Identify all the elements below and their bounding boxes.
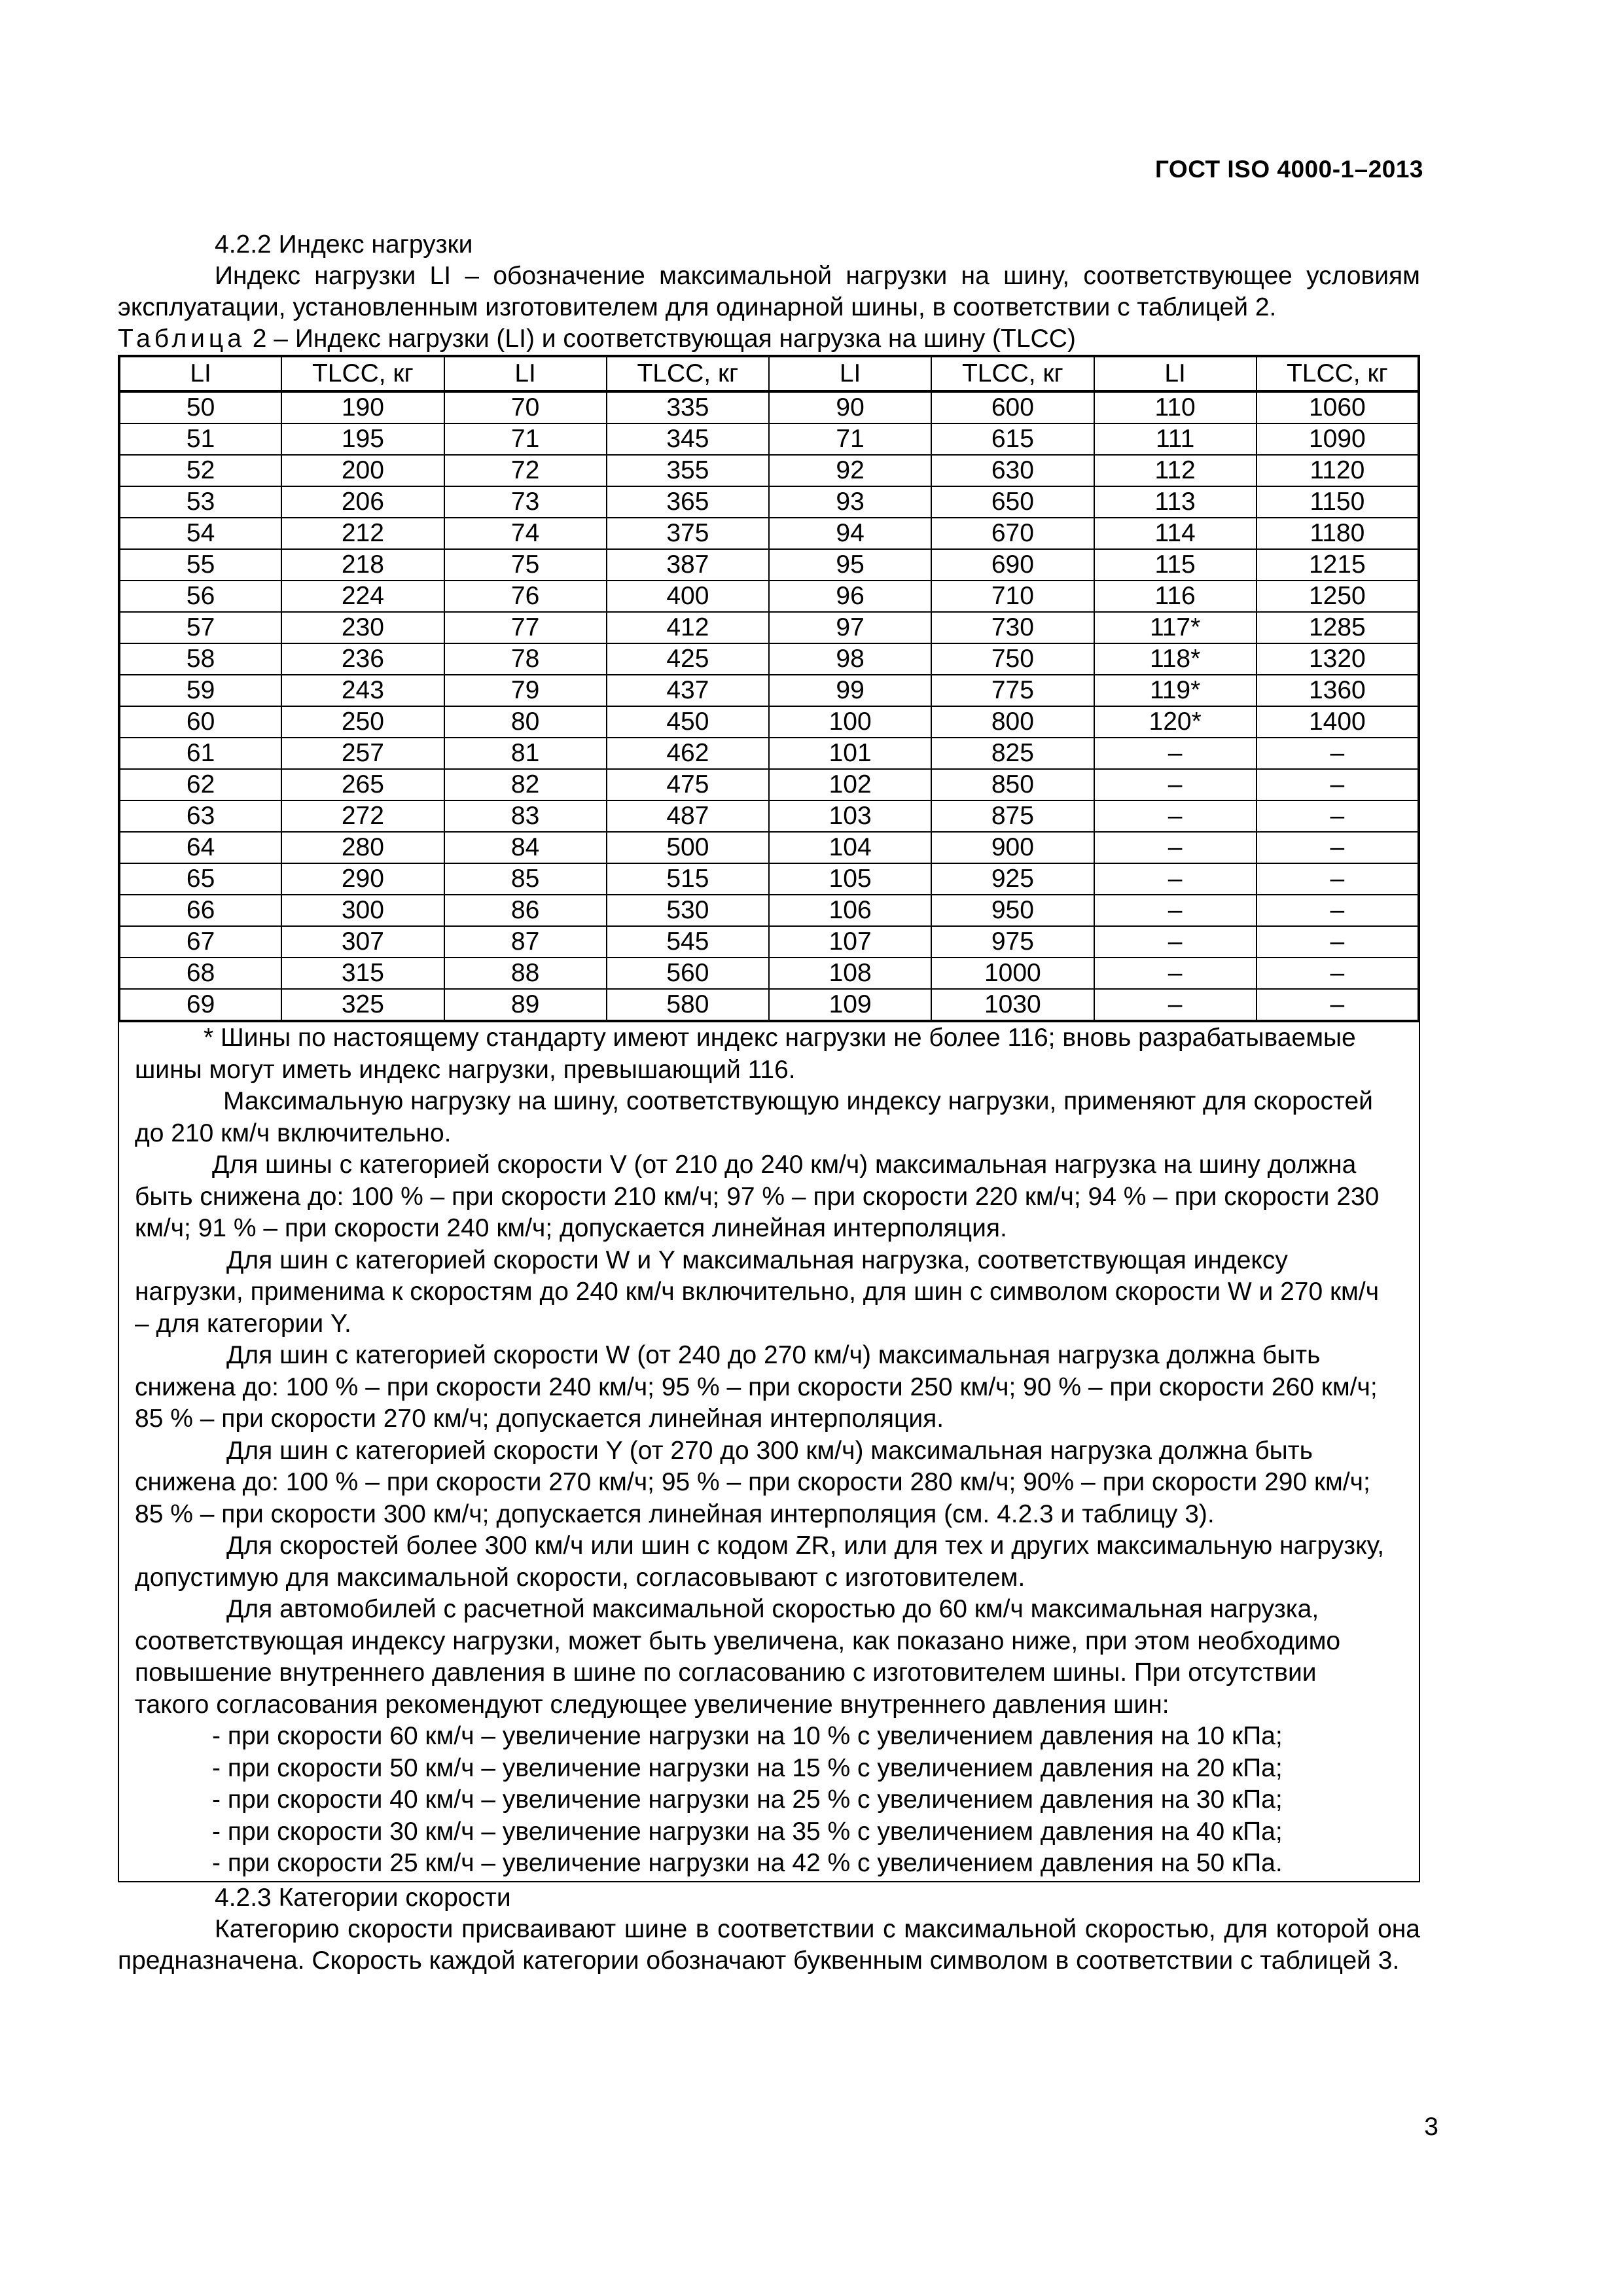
table-cell: 900 [931, 832, 1094, 863]
table-cell: 101 [769, 738, 931, 769]
column-header: LI [119, 356, 281, 391]
note-paragraph: Для шины с категорией скорости V (от 210 до 240 км/ч) максимальная нагрузка на шину должна быть снижена до: 100 % – при скорости 210 км/ч; 97 % – при скорости 220 км/ч; 94 % – при скорости 230 км/ч; 91 % – при скорости 240 км/ч; допускается линейная интерполяция. [135, 1151, 1380, 1242]
table-cell: 580 [607, 989, 769, 1021]
table-cell: 500 [607, 832, 769, 863]
table-cell: 800 [931, 706, 1094, 738]
table-cell: 925 [931, 863, 1094, 895]
load-index-table [118, 355, 1420, 1022]
table-cell: 475 [607, 769, 769, 800]
table-cell: 670 [931, 518, 1094, 549]
section-heading-4-2-2: 4.2.2 Индекс нагрузки [215, 230, 473, 259]
table-cell: 65 [119, 863, 281, 895]
table-cell: 236 [281, 643, 444, 675]
table-cell: 69 [119, 989, 281, 1021]
table-cell: 345 [607, 423, 769, 455]
table-cell: 86 [444, 895, 607, 926]
table-cell: 61 [119, 738, 281, 769]
table-cell: – [1257, 926, 1419, 958]
table-cell: 1360 [1257, 675, 1419, 706]
note-paragraph: Для скоростей более 300 км/ч или шин с кодом ZR, или для тех и других максимальную нагрузку, допустимую для максимальной скорости, согласовывают с изготовителем. [135, 1532, 1385, 1592]
table-cell: 1285 [1257, 612, 1419, 643]
table-cell: 1150 [1257, 486, 1419, 518]
table-cell: 487 [607, 800, 769, 832]
table-cell: 74 [444, 518, 607, 549]
table-cell: 690 [931, 549, 1094, 581]
table-row [119, 832, 1419, 863]
table-cell: 1400 [1257, 706, 1419, 738]
table-cell: 307 [281, 926, 444, 958]
table-cell: – [1094, 769, 1257, 800]
table-cell: 66 [119, 895, 281, 926]
table-row [119, 643, 1419, 675]
table-cell: 412 [607, 612, 769, 643]
table-cell: 730 [931, 612, 1094, 643]
table-cell: 120* [1094, 706, 1257, 738]
table-cell: 111 [1094, 423, 1257, 455]
table-cell: 560 [607, 958, 769, 989]
table-cell: 107 [769, 926, 931, 958]
table-cell: 218 [281, 549, 444, 581]
section-heading-4-2-3: 4.2.3 Категории скорости [215, 1883, 511, 1912]
table-cell: 73 [444, 486, 607, 518]
column-header: TLCC, кг [931, 356, 1094, 391]
table-cell: 58 [119, 643, 281, 675]
list-item: - при скорости 25 км/ч – увеличение нагрузки на 42 % с увеличением давления на 50 кПа. [212, 1849, 1283, 1877]
table-row [119, 769, 1419, 800]
page-content [118, 229, 1420, 1977]
table-cell: 365 [607, 486, 769, 518]
table-header-row [119, 356, 1419, 391]
table-row [119, 612, 1419, 643]
table-cell: 57 [119, 612, 281, 643]
list-item: - при скорости 60 км/ч – увеличение нагрузки на 10 % с увеличением давления на 10 кПа; [212, 1722, 1283, 1750]
table-row [119, 926, 1419, 958]
table-cell: 325 [281, 989, 444, 1021]
table-cell: 117* [1094, 612, 1257, 643]
page-number: 3 [1424, 2113, 1438, 2141]
table-row [119, 391, 1419, 423]
list-item: - при скорости 40 км/ч – увеличение нагрузки на 25 % с увеличением давления на 30 кПа; [212, 1785, 1283, 1814]
column-header: LI [1094, 356, 1257, 391]
table-cell: 60 [119, 706, 281, 738]
table-row [119, 895, 1419, 926]
table-cell: 88 [444, 958, 607, 989]
table-cell: 243 [281, 675, 444, 706]
table-cell: 83 [444, 800, 607, 832]
table-cell: 1320 [1257, 643, 1419, 675]
table-cell: 106 [769, 895, 931, 926]
column-header: TLCC, кг [1257, 356, 1419, 391]
table-cell: 650 [931, 486, 1094, 518]
table-cell: 190 [281, 391, 444, 423]
document-code: ГОСТ ISO 4000-1–2013 [1154, 156, 1423, 183]
table-cell: – [1094, 832, 1257, 863]
table-cell: 462 [607, 738, 769, 769]
table-cell: 78 [444, 643, 607, 675]
table-cell: 1250 [1257, 581, 1419, 612]
table-cell: 105 [769, 863, 931, 895]
table-cell: 355 [607, 455, 769, 486]
table-cell: 615 [931, 423, 1094, 455]
table-cell: 79 [444, 675, 607, 706]
table-row [119, 423, 1419, 455]
table-cell: 64 [119, 832, 281, 863]
table-cell: 250 [281, 706, 444, 738]
table-cell: 53 [119, 486, 281, 518]
table-cell: 99 [769, 675, 931, 706]
table-cell: 102 [769, 769, 931, 800]
table-cell: 109 [769, 989, 931, 1021]
section-4-2-2-paragraph: Индекс нагрузки LI – обозначение максимальной нагрузки на шину, соответствующее условиям эксплуатации, установленным изготовителем для одинарной шины, в соответствии с таблицей 2. [118, 262, 1420, 321]
table-cell: 108 [769, 958, 931, 989]
table-cell: – [1094, 926, 1257, 958]
table-cell: 89 [444, 989, 607, 1021]
table-cell: 71 [444, 423, 607, 455]
table-cell: 82 [444, 769, 607, 800]
table-row [119, 518, 1419, 549]
table-cell: 387 [607, 549, 769, 581]
table-cell: 93 [769, 486, 931, 518]
note-paragraph: Максимальную нагрузку на шину, соответствующую индексу нагрузки, применяют для скоростей до 210 км/ч включительно. [135, 1087, 1373, 1147]
table-cell: – [1094, 863, 1257, 895]
table-cell: 94 [769, 518, 931, 549]
table-body [119, 391, 1419, 1021]
table-cell: 52 [119, 455, 281, 486]
table-cell: 1120 [1257, 455, 1419, 486]
table-cell: 98 [769, 643, 931, 675]
table-cell: 875 [931, 800, 1094, 832]
table-cell: 118* [1094, 643, 1257, 675]
table-row [119, 455, 1419, 486]
table-cell: – [1257, 800, 1419, 832]
table-cell: 280 [281, 832, 444, 863]
table-cell: 70 [444, 391, 607, 423]
table-cell: 87 [444, 926, 607, 958]
table-row [119, 581, 1419, 612]
table-cell: 104 [769, 832, 931, 863]
table-cell: 119* [1094, 675, 1257, 706]
column-header: LI [769, 356, 931, 391]
table-cell: 80 [444, 706, 607, 738]
table-cell: 92 [769, 455, 931, 486]
table-cell: 110 [1094, 391, 1257, 423]
table-cell: 206 [281, 486, 444, 518]
table-cell: 1060 [1257, 391, 1419, 423]
note-paragraph: Для шин с категорией скорости Y (от 270 до 300 км/ч) максимальная нагрузка должна быть снижена до: 100 % – при скорости 270 км/ч; 95 % – при скорости 280 км/ч; 90% – при скорости 290 км/ч; 85 % – при скорости 300 км/ч; допускается линейная интерполяция (см. 4.2.3 и таблицу 3). [135, 1436, 1370, 1528]
table-cell: 530 [607, 895, 769, 926]
table-cell: 300 [281, 895, 444, 926]
table-cell: 975 [931, 926, 1094, 958]
table-row [119, 738, 1419, 769]
note-paragraph: Для шин с категорией скорости W (от 240 до 270 км/ч) максимальная нагрузка должна быть снижена до: 100 % – при скорости 240 км/ч; 95 % – при скорости 250 км/ч; 90 % – при скорости 260 км/ч; 85 % – при скорости 270 км/ч; допускается линейная интерполяция. [135, 1341, 1378, 1433]
table-cell: 230 [281, 612, 444, 643]
table-cell: 212 [281, 518, 444, 549]
table-cell: – [1257, 738, 1419, 769]
table-caption [118, 323, 1420, 355]
table-cell: – [1094, 989, 1257, 1021]
table-caption-text: 2 – Индекс нагрузки (LI) и соответствующая нагрузка на шину (TLCC) [252, 325, 1076, 353]
list-item: - при скорости 50 км/ч – увеличение нагрузки на 15 % с увеличением давления на 20 кПа; [212, 1753, 1283, 1782]
section-4-2-3-paragraph: Категорию скорости присваивают шине в соответствии с максимальной скоростью, для которой она предназначена. Скорость каждой категории обозначают буквенным символом в соответствии с таблицей 3. [118, 1914, 1420, 1975]
table-cell: 437 [607, 675, 769, 706]
table-cell: 71 [769, 423, 931, 455]
table-cell: 400 [607, 581, 769, 612]
table-cell: 1030 [931, 989, 1094, 1021]
table-cell: 90 [769, 391, 931, 423]
note-paragraph: Для автомобилей с расчетной максимальной скоростью до 60 км/ч максимальная нагрузка, соответствующая индексу нагрузки, может быть увеличена, как показано ниже, при этом необходимо повышение внутреннего давления в шине по согласованию с изготовителем шины. При отсутствии такого согласования рекомендуют следующее увеличение внутреннего давления шин: [135, 1595, 1341, 1719]
table-cell: 825 [931, 738, 1094, 769]
table-row [119, 989, 1419, 1021]
table-cell: 76 [444, 581, 607, 612]
table-row [119, 549, 1419, 581]
table-cell: 515 [607, 863, 769, 895]
table-cell: 97 [769, 612, 931, 643]
table-cell: 96 [769, 581, 931, 612]
table-cell: – [1094, 800, 1257, 832]
table-cell: – [1257, 863, 1419, 895]
table-cell: 200 [281, 455, 444, 486]
table-cell: 50 [119, 391, 281, 423]
table-row [119, 800, 1419, 832]
table-cell: – [1257, 832, 1419, 863]
table-cell: 112 [1094, 455, 1257, 486]
table-cell: 425 [607, 643, 769, 675]
table-cell: 375 [607, 518, 769, 549]
table-cell: 51 [119, 423, 281, 455]
list-item: - при скорости 30 км/ч – увеличение нагрузки на 35 % с увеличением давления на 40 кПа; [212, 1817, 1283, 1846]
table-cell: 75 [444, 549, 607, 581]
table-cell: 68 [119, 958, 281, 989]
table-cell: 545 [607, 926, 769, 958]
table-row [119, 706, 1419, 738]
table-cell: 103 [769, 800, 931, 832]
table-cell: 77 [444, 612, 607, 643]
table-cell: 600 [931, 391, 1094, 423]
table-cell: 265 [281, 769, 444, 800]
table-cell: 335 [607, 391, 769, 423]
table-row [119, 486, 1419, 518]
table-cell: 113 [1094, 486, 1257, 518]
table-row [119, 958, 1419, 989]
table-cell: 950 [931, 895, 1094, 926]
column-header: TLCC, кг [281, 356, 444, 391]
table-cell: 775 [931, 675, 1094, 706]
table-cell: 1090 [1257, 423, 1419, 455]
table-caption-word: Таблица [118, 325, 245, 353]
table-cell: 195 [281, 423, 444, 455]
table-cell: 1215 [1257, 549, 1419, 581]
table-notes [118, 1022, 1420, 1882]
table-cell: 224 [281, 581, 444, 612]
table-cell: – [1094, 895, 1257, 926]
table-cell: 62 [119, 769, 281, 800]
table-cell: – [1257, 989, 1419, 1021]
table-cell: – [1094, 738, 1257, 769]
table-cell: 100 [769, 706, 931, 738]
table-cell: – [1094, 958, 1257, 989]
table-cell: 81 [444, 738, 607, 769]
table-cell: 257 [281, 738, 444, 769]
table-row [119, 863, 1419, 895]
table-cell: 1180 [1257, 518, 1419, 549]
table-cell: 56 [119, 581, 281, 612]
column-header: LI [444, 356, 607, 391]
table-cell: 272 [281, 800, 444, 832]
table-cell: 750 [931, 643, 1094, 675]
table-cell: 850 [931, 769, 1094, 800]
table-cell: 450 [607, 706, 769, 738]
table-cell: 115 [1094, 549, 1257, 581]
table-cell: 95 [769, 549, 931, 581]
table-cell: 116 [1094, 581, 1257, 612]
table-cell: 1000 [931, 958, 1094, 989]
table-footnote: * Шины по настоящему стандарту имеют индекс нагрузки не более 116; вновь разрабатываемые шины могут иметь индекс нагрузки, превышающий 116. [135, 1024, 1356, 1084]
column-header: TLCC, кг [607, 356, 769, 391]
table-cell: 67 [119, 926, 281, 958]
table-cell: – [1257, 958, 1419, 989]
table-cell: 72 [444, 455, 607, 486]
note-paragraph: Для шин с категорией скорости W и Y максимальная нагрузка, соответствующая индексу нагрузки, применима к скоростям до 240 км/ч включительно, для шин с символом скорости W и 270 км/ч – для категории Y. [135, 1246, 1380, 1338]
table-cell: 63 [119, 800, 281, 832]
table-cell: 85 [444, 863, 607, 895]
table-cell: 55 [119, 549, 281, 581]
table-cell: – [1257, 895, 1419, 926]
table-cell: 84 [444, 832, 607, 863]
table-cell: 59 [119, 675, 281, 706]
table-cell: 290 [281, 863, 444, 895]
table-cell: 114 [1094, 518, 1257, 549]
table-cell: 710 [931, 581, 1094, 612]
table-row [119, 675, 1419, 706]
table-cell: – [1257, 769, 1419, 800]
table-cell: 315 [281, 958, 444, 989]
table-cell: 630 [931, 455, 1094, 486]
table-cell: 54 [119, 518, 281, 549]
